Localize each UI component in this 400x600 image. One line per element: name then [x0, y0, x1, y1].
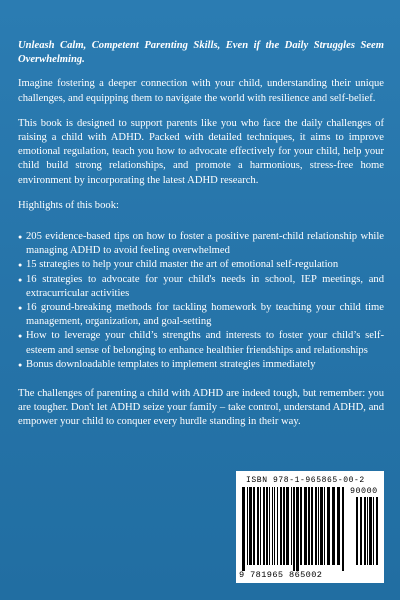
barcode-bar — [342, 487, 344, 571]
barcode-bar — [263, 487, 265, 565]
barcode-bar — [308, 487, 310, 565]
barcode-bar — [360, 497, 362, 565]
barcode-bar — [296, 487, 299, 571]
highlight-item: ● 205 evidence-based tips on how to foster a positive parent-child relationship while managing ADHD to avoid feeling overwhelmed — [18, 230, 384, 258]
highlight-item: ● 16 ground-breaking methods for tackling homework by teaching your child time management, organization, and goal-setting — [18, 301, 384, 329]
barcode-bar — [280, 487, 282, 565]
addon-number: 90000 — [350, 486, 378, 496]
barcode-bar — [257, 487, 259, 565]
barcode-bar — [356, 497, 358, 565]
barcode-bar — [324, 487, 325, 565]
barcode-bar — [364, 497, 366, 565]
barcode-bar — [266, 487, 268, 565]
highlight-item: ● How to leverage your child’s strengths and interests to foster your child’s self-esteem and sense of belonging to enhance healthier friendships and relationships — [18, 329, 384, 357]
ean-barcode-bars — [240, 487, 352, 571]
barcode-bar — [274, 487, 275, 565]
barcode-bar — [291, 487, 292, 565]
cover-text — [18, 39, 384, 441]
barcode-bar — [318, 487, 319, 565]
barcode-bar — [300, 487, 302, 565]
isbn-label: ISBN 978-1-965865-00-2 — [246, 476, 365, 485]
intro-paragraph: Imagine fostering a deeper connection with your child, understanding their unique challenges, and equipping them to navigate the world with resilience and self-belief. — [18, 78, 384, 104]
barcode-bar — [249, 487, 252, 565]
addon-barcode-bars — [354, 497, 380, 571]
barcode-bar — [242, 487, 245, 571]
isbn-barcode — [236, 471, 384, 583]
barcode-bar — [253, 487, 255, 565]
barcode-bar — [367, 497, 368, 565]
highlight-item: ● Bonus downloadable templates to implement strategies immediately — [18, 358, 384, 372]
barcode-bar — [260, 487, 261, 565]
highlights-list — [18, 230, 384, 372]
barcode-bar — [277, 487, 278, 565]
barcode-bar — [272, 487, 273, 565]
barcode-bar — [247, 487, 248, 565]
description-paragraph: This book is designed to support parents like you who face the daily challenges of raising a child with ADHD. Packed with detailed techniques, it aims to improve emotional regulation, teach you how to advocate effectively for your child, help your child build strong relationships, and promote a harmonious, stress-free home environment by incorporating the latest ADHD research. — [18, 117, 384, 186]
barcode-bar — [293, 487, 295, 571]
barcode-bar — [304, 487, 307, 565]
barcode-bar — [311, 487, 313, 565]
barcode-bar — [373, 497, 374, 565]
barcode-bar — [376, 497, 378, 565]
barcode-bar — [369, 497, 372, 565]
barcode-bar — [269, 487, 270, 565]
highlight-item: ● 16 strategies to advocate for your child's needs in school, IEP meetings, and extracurricular activities — [18, 273, 384, 301]
barcode-bar — [320, 487, 323, 565]
barcode-bar — [332, 487, 335, 565]
closing-paragraph: The challenges of parenting a child with ADHD are indeed tough, but remember: you are tougher. Don't let ADHD seize your family – take control, understand ADHD, and empower your child to conquer every hurdle standing in their way. — [18, 388, 384, 428]
barcode-bar — [337, 487, 340, 565]
barcode-bar — [283, 487, 285, 565]
barcode-bar — [327, 487, 330, 565]
ean-number: 9 781965 865002 — [239, 570, 323, 580]
highlight-item: ● 15 strategies to help your child master the art of emotional self-regulation — [18, 258, 384, 272]
barcode-bar — [286, 487, 289, 565]
headline: Unleash Calm, Competent Parenting Skills, Even if the Daily Struggles Seem Overwhelming. — [18, 40, 384, 66]
barcode-bar — [315, 487, 317, 565]
highlights-title: Highlights of this book: — [18, 199, 119, 211]
